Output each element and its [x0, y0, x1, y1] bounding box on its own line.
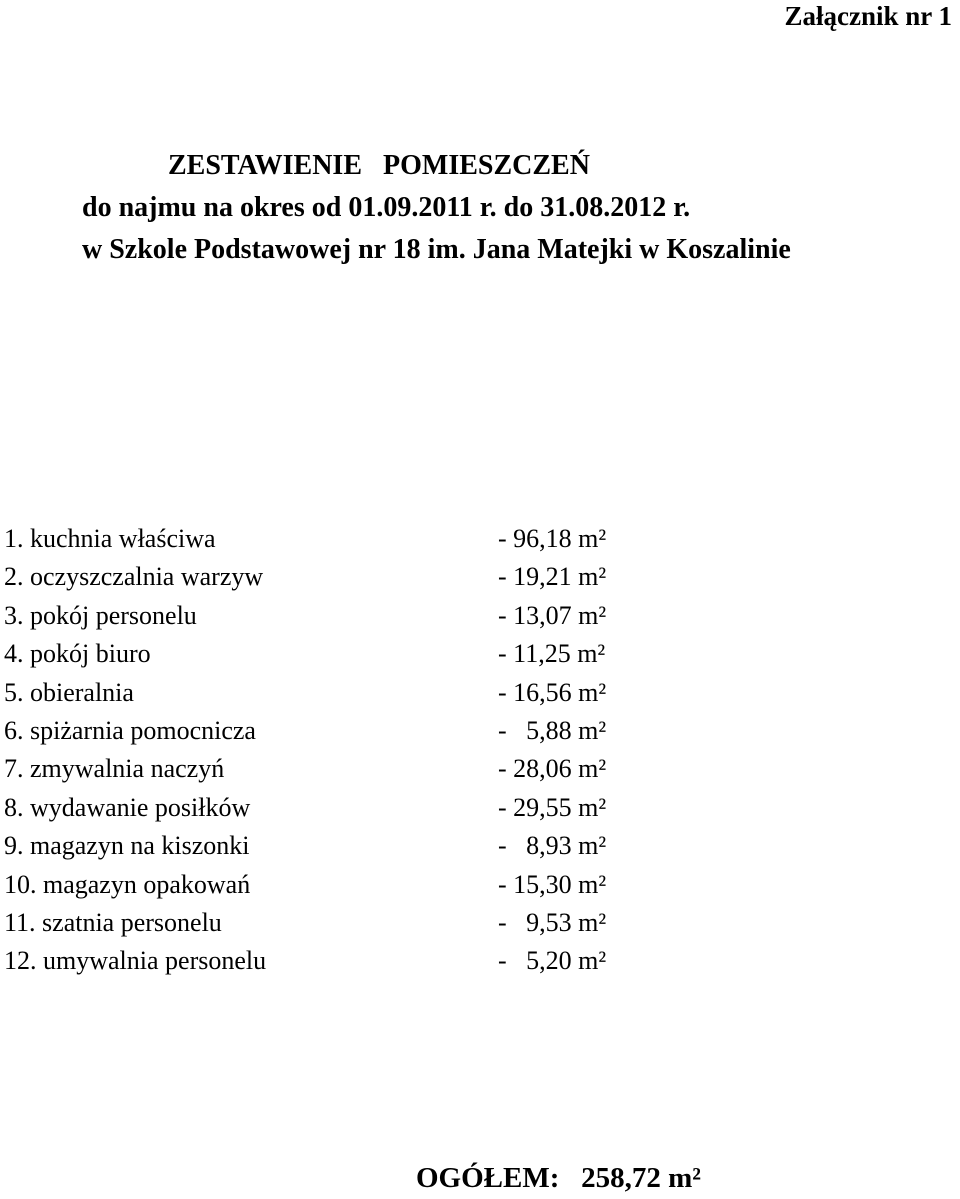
document-header	[0, 145, 960, 271]
total-value: 258,72 m²	[581, 1162, 701, 1194]
room-area: - 5,20 m²	[498, 946, 607, 976]
room-area: - 28,06 m²	[498, 754, 607, 784]
room-name: 5. obieralnia	[4, 677, 134, 707]
room-name: 7. zmywalnia naczyń	[4, 754, 225, 784]
room-area: - 29,55 m²	[498, 792, 607, 822]
room-name: 9. magazyn na kiszonki	[4, 831, 250, 861]
annex-label: Załącznik nr 1	[784, 1, 952, 31]
room-area: - 15,30 m²	[498, 869, 607, 899]
room-area: - 8,93 m²	[498, 831, 607, 861]
room-name: 8. wydawanie posiłków	[4, 792, 251, 822]
room-area: - 19,21 m²	[498, 562, 607, 592]
room-row	[4, 597, 704, 635]
document-location: w Szkole Podstawowej nr 18 im. Jana Matejki w Koszalinie	[82, 234, 791, 265]
room-row	[4, 558, 704, 596]
room-row	[4, 750, 704, 788]
room-area: - 16,56 m²	[498, 677, 607, 707]
document-title: ZESTAWIENIE POMIESZCZEŃ	[168, 150, 590, 181]
room-row	[4, 827, 704, 865]
room-name: 3. pokój personelu	[4, 600, 197, 630]
room-list	[4, 520, 704, 981]
room-area: - 5,88 m²	[498, 715, 607, 745]
total-label: OGÓŁEM:	[416, 1162, 560, 1194]
total-line	[416, 1158, 701, 1198]
room-area: - 13,07 m²	[498, 600, 607, 630]
room-row	[4, 674, 704, 712]
room-row	[4, 904, 704, 942]
room-row	[4, 942, 704, 980]
room-name: 12. umywalnia personelu	[4, 946, 267, 976]
room-row	[4, 635, 704, 673]
room-row	[4, 866, 704, 904]
room-row	[4, 712, 704, 750]
room-area: - 9,53 m²	[498, 907, 607, 937]
room-name: 11. szatnia personelu	[4, 907, 222, 937]
room-row	[4, 520, 704, 558]
room-name: 1. kuchnia właściwa	[4, 524, 216, 553]
room-name: 2. oczyszczalnia warzyw	[4, 562, 264, 592]
room-name: 10. magazyn opakowań	[4, 869, 251, 899]
room-area: - 96,18 m²	[498, 524, 607, 553]
room-name: 6. spiżarnia pomocnicza	[4, 715, 256, 745]
document-subtitle: do najmu na okres od 01.09.2011 r. do 31.08.2012 r.	[82, 192, 691, 223]
room-area: - 11,25 m²	[498, 639, 606, 669]
room-row	[4, 789, 704, 827]
room-name: 4. pokój biuro	[4, 639, 151, 669]
